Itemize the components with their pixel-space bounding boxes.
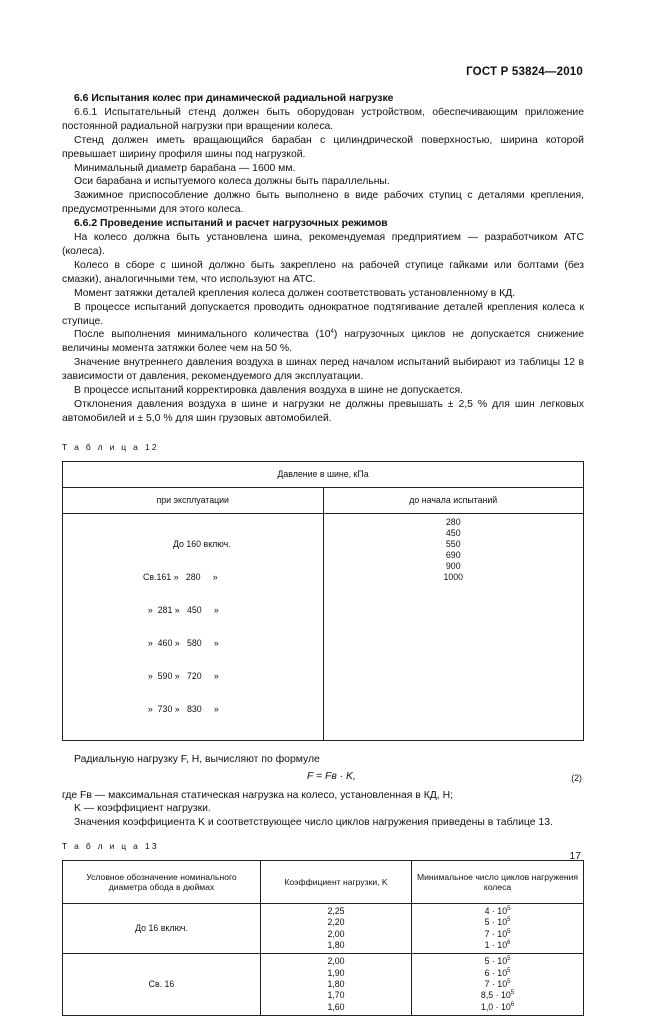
column-header: Условное обозначение номинального диаметра обода в дюймах bbox=[63, 861, 261, 904]
table-cell bbox=[415, 917, 580, 928]
paragraph: Момент затяжки деталей крепления колеса должен соответствовать установленному в КД. bbox=[74, 287, 516, 299]
table-cell: Св.161 » 280 » bbox=[143, 571, 218, 582]
column-header: Минимальное число циклов нагружения колеса bbox=[412, 861, 584, 904]
section-heading-6-6: 6.6 Испытания колес при динамической радиальной нагрузке bbox=[74, 93, 394, 104]
table-cell: 1,90 bbox=[327, 967, 345, 978]
cycles-mantissa: 5 · 10 bbox=[484, 956, 508, 967]
paragraph-text: После выполнения минимального количества (10 bbox=[74, 329, 331, 341]
table-12 bbox=[62, 461, 584, 741]
table-13 bbox=[62, 860, 584, 1016]
table-caption: Т а б л и ц а 13 bbox=[62, 841, 159, 852]
cycles-exponent: 6 bbox=[510, 1001, 515, 1008]
table-cell-list bbox=[260, 904, 411, 954]
table-cell-list bbox=[412, 904, 584, 954]
cycles-mantissa: 1 · 10 bbox=[484, 940, 508, 951]
paragraph: Оси барабана и испытуемого колеса должны быть параллельны. bbox=[74, 176, 390, 188]
table-cell-list bbox=[323, 513, 584, 740]
table-cell bbox=[415, 1002, 580, 1013]
column-header: Коэффициент нагрузки, K bbox=[260, 861, 411, 904]
formula-where: где Fв — максимальная статическая нагрузка на колесо, установленная в КД, Н; bbox=[62, 789, 453, 801]
paragraph bbox=[62, 328, 584, 356]
cycles-mantissa: 5 · 10 bbox=[484, 917, 508, 928]
table-cell: » 281 » 450 » bbox=[143, 604, 219, 615]
table-cell: 1,80 bbox=[327, 940, 345, 951]
table-cell: 1,80 bbox=[327, 978, 345, 989]
cycles-exponent: 5 bbox=[507, 967, 511, 974]
paragraph: 6.6.1 Испытательный стенд должен быть оборудован устройством, обеспечивающим приложение постоянной радиальной нагрузки при вращении колеса. bbox=[62, 106, 584, 132]
cycles-mantissa: 7 · 10 bbox=[484, 978, 508, 989]
paragraph: Колесо в сборе с шиной должно быть закреплено на рабочей ступице гайками или болтами (без смазки), аналогичными тем, что используют на АТС. bbox=[62, 259, 584, 285]
document-id: ГОСТ Р 53824—2010 bbox=[466, 66, 583, 78]
table-caption: Т а б л и ц а 12 bbox=[62, 441, 159, 452]
group-label: Св. 16 bbox=[63, 954, 261, 1015]
table-cell: 1,60 bbox=[327, 1001, 345, 1012]
formula-row bbox=[62, 769, 584, 787]
cycles-exponent: 5 bbox=[507, 917, 511, 924]
table-cell: 690 bbox=[445, 549, 461, 560]
paragraph: В процессе испытаний допускается проводить однократное подтягивание деталей крепления колеса к ступице. bbox=[62, 301, 584, 327]
cycles-mantissa: 4 · 10 bbox=[484, 906, 508, 917]
paragraph: На колесо должна быть установлена шина, рекомендуемая предприятием — разработчиком АТС (колеса). bbox=[62, 232, 584, 257]
table-header: Давление в шине, кПа bbox=[63, 461, 584, 487]
table-cell: 900 bbox=[445, 560, 461, 571]
table-cell: 1000 bbox=[443, 571, 464, 582]
column-header: до начала испытаний bbox=[323, 487, 584, 513]
paragraph: Значение внутреннего давления воздуха в шинах перед началом испытаний выбирают из таблицы 12 в зависимости от давления, рекомендуемого для эксплуатации. bbox=[62, 357, 584, 383]
paragraph: Минимальный диаметр барабана — 1600 мм. bbox=[74, 162, 296, 174]
cycles-mantissa: 6 · 10 bbox=[484, 967, 508, 978]
column-header: при эксплуатации bbox=[63, 487, 324, 513]
cycles-mantissa: 8,5 · 10 bbox=[480, 990, 511, 1001]
table-cell: 550 bbox=[445, 538, 461, 549]
table-cell-list bbox=[260, 954, 411, 1015]
cycles-exponent: 5 bbox=[507, 906, 511, 913]
page-content bbox=[62, 92, 584, 1016]
table-cell: 2,00 bbox=[327, 928, 345, 939]
table-cell bbox=[415, 956, 580, 967]
table-cell: 450 bbox=[445, 527, 461, 538]
table-cell bbox=[415, 968, 580, 979]
cycles-exponent: 6 bbox=[507, 940, 511, 947]
page-number: 17 bbox=[569, 851, 581, 862]
paragraph: Радиальную нагрузку F, Н, вычисляют по формуле bbox=[74, 753, 320, 765]
table-cell: 2,00 bbox=[327, 956, 345, 967]
table-cell: 2,20 bbox=[327, 917, 345, 928]
table-cell: 1,70 bbox=[327, 990, 345, 1001]
paragraph: Значения коэффициента K и соответствующее число циклов нагружения приведены в таблице 13. bbox=[74, 817, 553, 829]
cycles-exponent: 5 bbox=[510, 990, 515, 997]
table-cell-list bbox=[412, 954, 584, 1015]
cycles-exponent: 5 bbox=[507, 978, 511, 985]
table-cell: 2,25 bbox=[327, 906, 345, 917]
table-cell bbox=[415, 906, 580, 917]
section-heading-6-6-2: 6.6.2 Проведение испытаний и расчет нагрузочных режимов bbox=[74, 218, 388, 230]
table-cell: » 590 » 720 » bbox=[143, 670, 219, 681]
paragraph: В процессе испытаний корректировка давления воздуха в шине не допускается. bbox=[74, 385, 463, 397]
formula: F = Fв · K, bbox=[307, 770, 356, 782]
cycles-exponent: 5 bbox=[507, 956, 511, 963]
table-cell bbox=[415, 940, 580, 951]
formula-where: K — коэффициент нагрузки. bbox=[74, 803, 211, 815]
cycles-mantissa: 1,0 · 10 bbox=[480, 1001, 511, 1012]
superscript: 4 bbox=[330, 329, 334, 336]
paragraph: Стенд должен иметь вращающийся барабан с цилиндрической поверхностью, ширина которой превышает ширину профиля шины под нагрузкой. bbox=[62, 134, 584, 160]
paragraph: Зажимное приспособление должно быть выполнено в виде рабочих ступиц с деталями крепления, предусмотренными для этого колеса. bbox=[62, 190, 584, 216]
table-cell: 280 bbox=[445, 516, 461, 527]
paragraph: Отклонения давления воздуха в шине и нагрузки не должны превышать ± 2,5 % для шин легковых автомобилей и ± 5,0 % для шин грузовых автомобилей. bbox=[62, 398, 584, 424]
table-cell: » 730 » 830 » bbox=[143, 703, 219, 714]
cycles-exponent: 5 bbox=[507, 928, 511, 935]
table-cell-list bbox=[63, 513, 324, 740]
table-cell bbox=[415, 990, 580, 1001]
table-cell bbox=[415, 979, 580, 990]
paragraph-text: ) нагрузочных циклов не допускается снижение величины момента затяжки более чем на 50 %. bbox=[62, 329, 584, 355]
table-cell bbox=[415, 929, 580, 940]
table-cell: » 460 » 580 » bbox=[143, 637, 219, 648]
cycles-mantissa: 7 · 10 bbox=[484, 928, 508, 939]
table-cell: До 160 включ. bbox=[173, 538, 231, 549]
formula-number: (2) bbox=[571, 772, 582, 783]
group-label: До 16 включ. bbox=[63, 904, 261, 954]
